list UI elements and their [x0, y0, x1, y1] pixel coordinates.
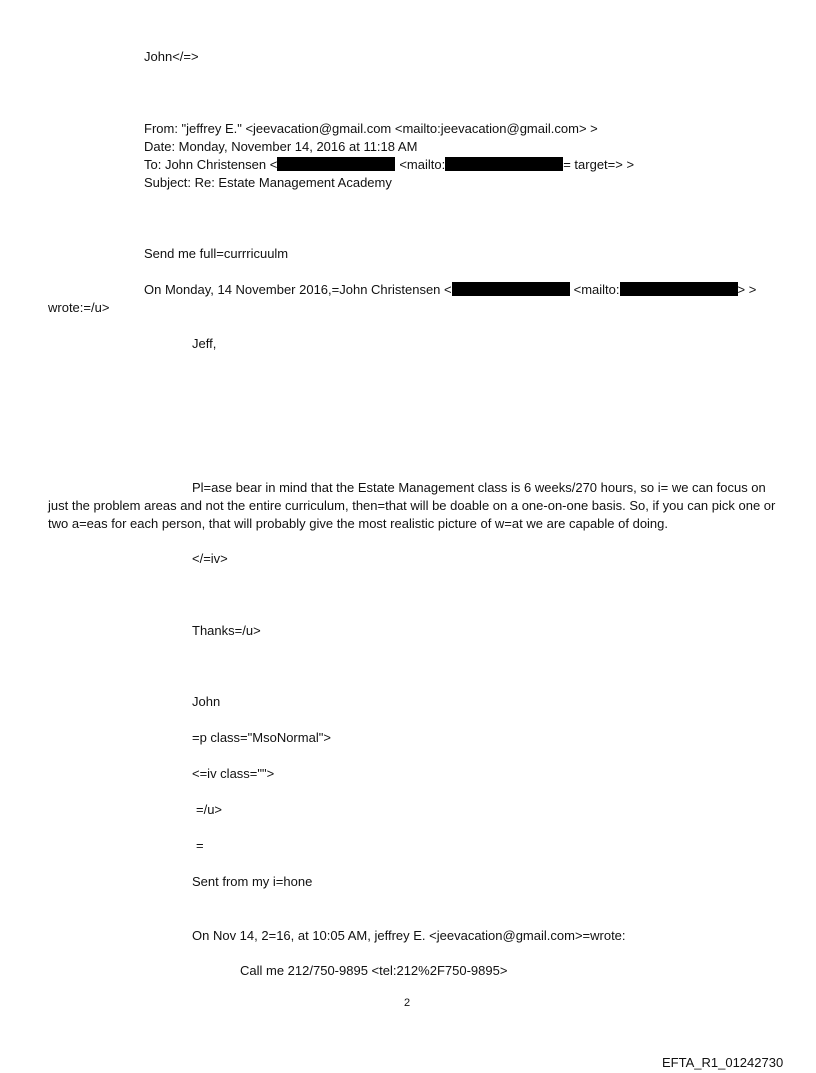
on-monday-prefix: On Monday, 14 November 2016,=John Christensen <	[144, 282, 452, 297]
on-monday-suffix: > >	[737, 282, 757, 297]
u-close-line: =/u>	[196, 802, 223, 817]
send-me-line: Send me full=currricuulm	[144, 246, 289, 261]
sent-from-line: Sent from my i=hone	[192, 874, 313, 889]
closing-john-line: John</=>	[144, 49, 199, 64]
page-number: 2	[404, 997, 411, 1009]
subject-header: Subject: Re: Estate Management Academy	[144, 175, 392, 190]
on-monday-line	[144, 281, 756, 299]
body-paragraph: Pl=ase bear in mind that the Estate Management class is 6 weeks/270 hours, so i= we can focus on just the problem areas and not the entire curriculum, then=that will be doable on a one-on-one basis. So, if you can pick one or two a=eas for each person, that will probably give the most realistic picture of w=at we are capable of doing.	[48, 480, 776, 531]
date-header: Date: Monday, November 14, 2016 at 11:18 AM	[144, 139, 418, 154]
redaction-box	[445, 157, 563, 171]
equals-line: =	[196, 838, 204, 853]
to-suffix: = target=> >	[563, 157, 635, 172]
redaction-box	[277, 157, 395, 171]
redaction-box	[620, 282, 738, 296]
to-mailto: <mailto:	[399, 157, 446, 172]
signature-john: John	[192, 694, 221, 709]
wrote-line: wrote:=/u>	[48, 300, 110, 315]
redaction-box	[452, 282, 570, 296]
div-close-line: </=iv>	[192, 551, 228, 566]
div-class-line: <=iv class="">	[192, 766, 275, 781]
to-header	[144, 156, 634, 174]
call-me-line: Call me 212/750-9895 <tel:212%2F750-9895>	[240, 963, 508, 978]
thanks-line: Thanks=/u>	[192, 623, 261, 638]
on-nov-line: On Nov 14, 2=16, at 10:05 AM, jeffrey E. <jeevacation@gmail.com>=wrote:	[192, 928, 626, 943]
on-monday-mailto: <mailto:	[573, 282, 620, 297]
document-id-stamp: EFTA_R1_01242730	[662, 1055, 784, 1070]
from-header: From: "jeffrey E." <jeevacation@gmail.com <mailto:jeevacation@gmail.com> >	[144, 121, 598, 136]
p-class-line: =p class="MsoNormal">	[192, 730, 331, 745]
to-prefix: To: John Christensen <	[144, 157, 278, 172]
greeting-line: Jeff,	[192, 336, 217, 351]
